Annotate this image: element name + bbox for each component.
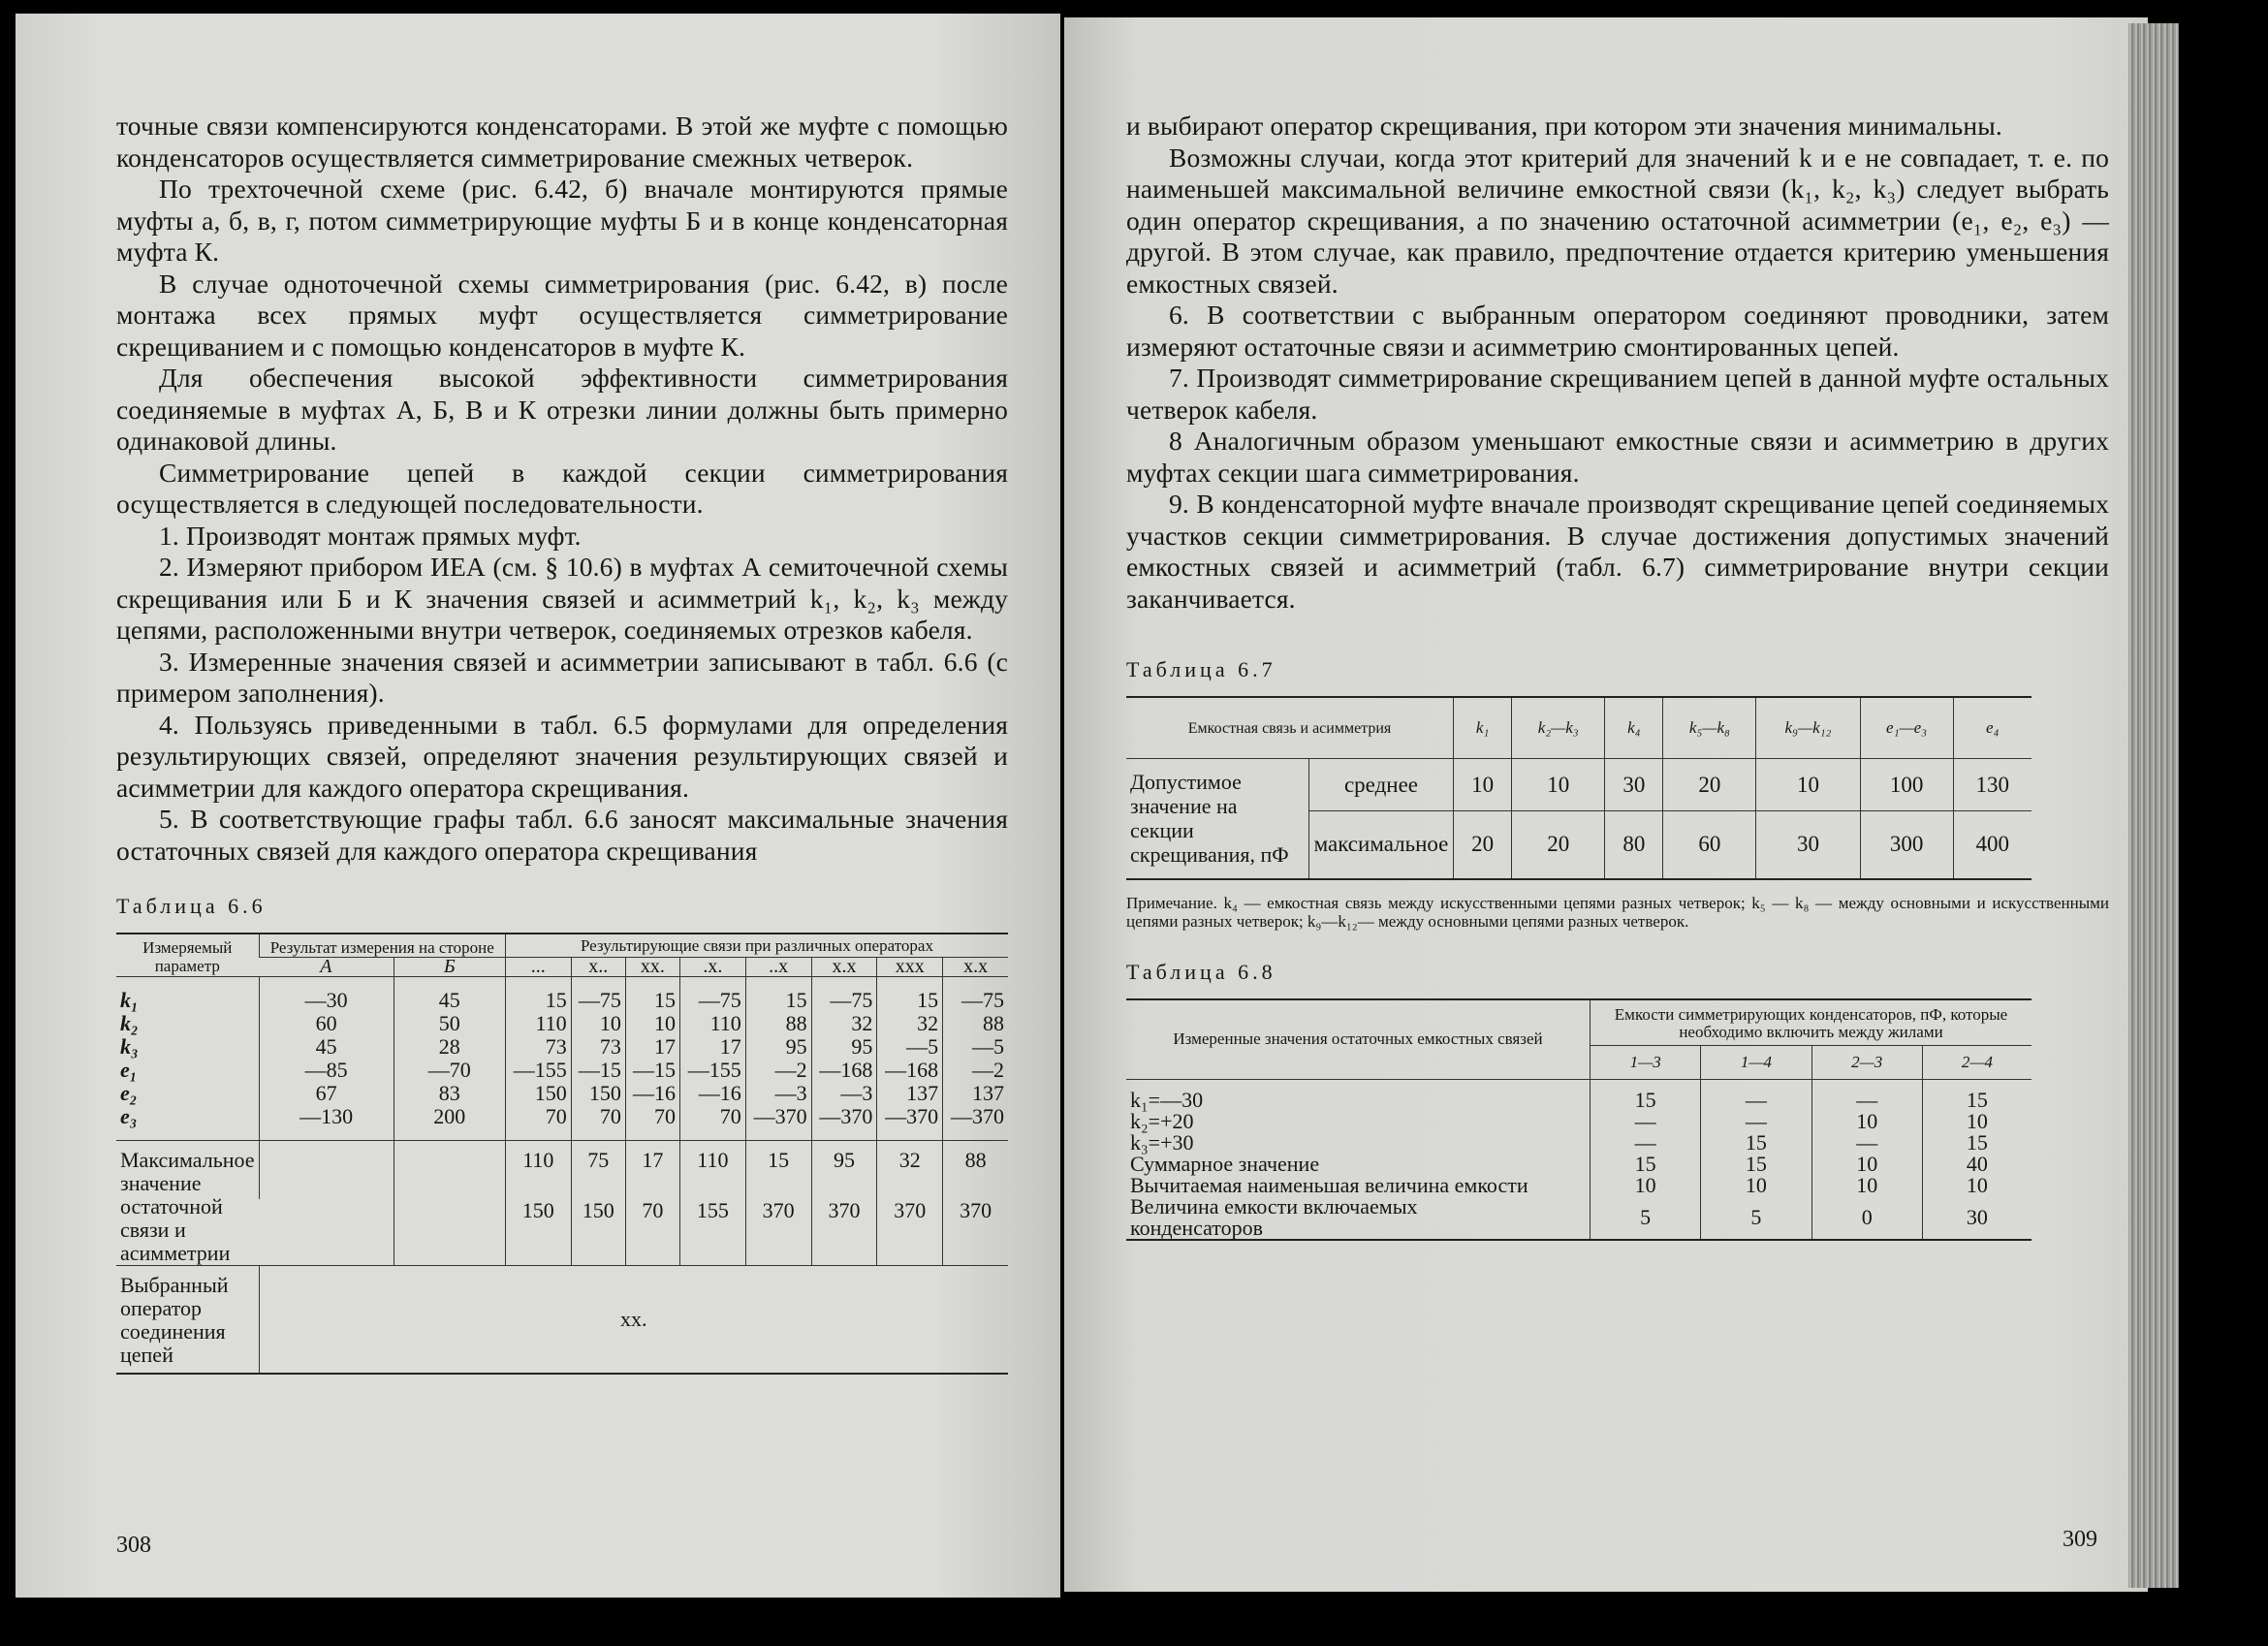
max-e-cell: 155 bbox=[679, 1199, 745, 1265]
result-cell: 70 bbox=[625, 1105, 679, 1141]
max-cell: 400 bbox=[1953, 811, 2032, 879]
right-page bbox=[1064, 17, 2148, 1592]
paragraph: В случае одноточечной схемы симметрирования (рис. 6.42, в) после монтажа всех прямых муфт осуществляется симметрирование скрещиванием и с помощью конденсаторов в муфте К. bbox=[116, 268, 1008, 362]
max-e-cell: 370 bbox=[877, 1199, 943, 1265]
side-b-cell: —70 bbox=[394, 1059, 505, 1082]
max-e-cell: 70 bbox=[625, 1199, 679, 1265]
table-row bbox=[116, 1105, 1008, 1141]
side-a-cell: —30 bbox=[259, 977, 394, 1013]
result-cell: 88 bbox=[745, 1012, 811, 1035]
avg-cell: 130 bbox=[1953, 759, 2032, 811]
chosen-label: Выбранный оператор соединения цепей bbox=[116, 1266, 259, 1375]
blank-cell bbox=[394, 1199, 505, 1265]
row-label: Допустимое значение на секции скрещивания, пФ bbox=[1130, 770, 1289, 868]
param-cell: e₁ bbox=[120, 1058, 138, 1082]
table-row bbox=[116, 1082, 1008, 1105]
side-col-header: Б bbox=[394, 958, 505, 977]
value-cell: 15 bbox=[1701, 1154, 1811, 1175]
max-e-cell: 150 bbox=[571, 1199, 625, 1265]
avg-cell: 10 bbox=[1512, 759, 1605, 811]
max-k-cell: 88 bbox=[943, 1141, 1008, 1200]
paragraph: 1. Производят монтаж прямых муфт. bbox=[159, 520, 582, 551]
param-cell: k₁ bbox=[120, 988, 139, 1012]
paragraph: Возможны случаи, когда этот критерий для значений k и e не совпадает, т. е. по наименьшей максимальной величине емкостной связи (k₁, k₂, k₃) следует выбрать один оператор скрещивания, а по значению остаточной асимметрии (e₁, e₂, e₃) — другой. В этом случае, как правило, предпочтение отдается критерию уменьшения емкостных связей. bbox=[1126, 142, 2109, 299]
col-header: k₄ bbox=[1605, 697, 1663, 759]
table-6-6-caption: Таблица 6.6 bbox=[116, 894, 267, 918]
table-6-8-caption: Таблица 6.8 bbox=[1126, 959, 1276, 984]
result-cell: —2 bbox=[943, 1059, 1008, 1082]
col-header: k₅—k₈ bbox=[1663, 697, 1756, 759]
max-cell: 20 bbox=[1454, 811, 1512, 879]
result-cell: —5 bbox=[943, 1035, 1008, 1059]
value-cell: 5 bbox=[1701, 1196, 1811, 1240]
result-cell: 32 bbox=[811, 1012, 877, 1035]
operator-header: .х. bbox=[679, 958, 745, 977]
result-cell: —75 bbox=[943, 977, 1008, 1013]
col-header: e₄ bbox=[1953, 697, 2032, 759]
value-cell: — bbox=[1701, 1079, 1811, 1111]
result-cell: —370 bbox=[943, 1105, 1008, 1141]
header-capacitors: Емкости симметрирующих конденсаторов, пФ, которые необходимо включить между жилами bbox=[1591, 999, 2032, 1046]
result-cell: —155 bbox=[505, 1059, 571, 1082]
side-b-cell: 200 bbox=[394, 1105, 505, 1141]
page-number: 308 bbox=[116, 1533, 151, 1558]
paragraph: Для обеспечения высокой эффективности симметрирования соединяемые в муфтах А, Б, В и К отрезки линии должны быть примерно одинаковой длины. bbox=[116, 363, 1008, 456]
header-result: Результат измерения на стороне bbox=[259, 934, 505, 958]
value-cell: 30 bbox=[1922, 1196, 2032, 1240]
avg-cell: 10 bbox=[1454, 759, 1512, 811]
max-cell: 60 bbox=[1663, 811, 1756, 879]
result-cell: 73 bbox=[571, 1035, 625, 1059]
operator-header: хх. bbox=[625, 958, 679, 977]
side-b-cell: 45 bbox=[394, 977, 505, 1013]
result-cell: 73 bbox=[505, 1035, 571, 1059]
row-label: k₃=+30 bbox=[1130, 1129, 1194, 1155]
result-cell: 137 bbox=[943, 1082, 1008, 1105]
max-k-cell: 17 bbox=[625, 1141, 679, 1200]
result-cell: 95 bbox=[745, 1035, 811, 1059]
result-cell: 150 bbox=[571, 1082, 625, 1105]
value-cell: — bbox=[1591, 1132, 1701, 1154]
result-cell: 110 bbox=[505, 1012, 571, 1035]
result-cell: 17 bbox=[625, 1035, 679, 1059]
operator-header: ххх bbox=[877, 958, 943, 977]
result-cell: —370 bbox=[877, 1105, 943, 1141]
value-cell: — bbox=[1591, 1111, 1701, 1132]
result-cell: 110 bbox=[679, 1012, 745, 1035]
value-cell: 15 bbox=[1922, 1132, 2032, 1154]
value-cell: — bbox=[1811, 1132, 1922, 1154]
max-label: Максимальное значение остаточной связи и асимметрии bbox=[116, 1141, 259, 1266]
avg-cell: 10 bbox=[1756, 759, 1860, 811]
side-col-header: А bbox=[259, 958, 394, 977]
max-k-cell: 32 bbox=[877, 1141, 943, 1200]
row-label: Суммарное значение bbox=[1130, 1151, 1320, 1176]
result-cell: 88 bbox=[943, 1012, 1008, 1035]
max-k-cell: 110 bbox=[679, 1141, 745, 1200]
result-cell: 15 bbox=[877, 977, 943, 1013]
value-cell: 10 bbox=[1811, 1154, 1922, 1175]
max-label: максимальное bbox=[1309, 811, 1454, 879]
table-6-8 bbox=[1126, 998, 2032, 1241]
left-page bbox=[16, 14, 1060, 1598]
value-cell: 15 bbox=[1922, 1079, 2032, 1111]
row-label: Величина емкости включаемых конденсаторов bbox=[1130, 1193, 1418, 1240]
max-k-cell: 95 bbox=[811, 1141, 877, 1200]
side-a-cell: —130 bbox=[259, 1105, 394, 1141]
result-cell: 95 bbox=[811, 1035, 877, 1059]
paragraph: Симметрирование цепей в каждой секции симметрирования осуществляется в следующей последовательности. bbox=[116, 457, 1008, 519]
paragraph: точные связи компенсируются конденсаторами. В этой же муфте с помощью конденсаторов осуществляется симметрирование смежных четверок. bbox=[116, 111, 1008, 173]
result-cell: —15 bbox=[625, 1059, 679, 1082]
paragraph: 8 Аналогичным образом уменьшают емкостные связи и асимметрию в других муфтах секции шага симметрирования. bbox=[1126, 426, 2109, 488]
result-cell: —16 bbox=[625, 1082, 679, 1105]
result-cell: —75 bbox=[571, 977, 625, 1013]
value-cell: 10 bbox=[1701, 1175, 1811, 1196]
param-cell: k₂ bbox=[120, 1011, 139, 1035]
max-e-cell: 370 bbox=[811, 1199, 877, 1265]
result-cell: —16 bbox=[679, 1082, 745, 1105]
paragraph: 3. Измеренные значения связей и асимметрии записывают в табл. 6.6 (с примером заполнения). bbox=[116, 646, 1008, 708]
result-cell: —75 bbox=[811, 977, 877, 1013]
max-cell: 30 bbox=[1756, 811, 1860, 879]
operator-header: х.х bbox=[811, 958, 877, 977]
row-label: Вычитаемая наименьшая величина емкости bbox=[1130, 1172, 1528, 1197]
result-cell: —2 bbox=[745, 1059, 811, 1082]
header-label: Емкостная связь и асимметрия bbox=[1126, 697, 1454, 759]
operator-header: ..х bbox=[745, 958, 811, 977]
table-6-7-note: Примечание. k₄ — емкостная связь между искусственными цепями разных четверок; k₅ — k₈ — между основными и искусственными цепями разных четверок; k₉—k₁₂— между основными цепями разных четверок. bbox=[1126, 893, 2109, 931]
table-row bbox=[116, 1035, 1008, 1059]
operator-header: х.. bbox=[571, 958, 625, 977]
side-a-cell: 67 bbox=[259, 1082, 394, 1105]
table-row bbox=[116, 977, 1008, 1013]
col-header: k₂—k₃ bbox=[1512, 697, 1605, 759]
result-cell: —155 bbox=[679, 1059, 745, 1082]
paragraph: 9. В конденсаторной муфте вначале производят скрещивание цепей соединяемых участков секции симметрирования. В случае достижения допустимых значений емкостных связей и асимметрий (табл. 6.7) симметрирование внутри секции заканчивается. bbox=[1126, 489, 2109, 614]
col-header: 2—4 bbox=[1922, 1045, 2032, 1079]
table-6-6 bbox=[116, 933, 1008, 1375]
result-cell: 15 bbox=[505, 977, 571, 1013]
result-cell: —370 bbox=[745, 1105, 811, 1141]
result-cell: 137 bbox=[877, 1082, 943, 1105]
col-header: 1—3 bbox=[1591, 1045, 1701, 1079]
table-6-7-caption: Таблица 6.7 bbox=[1126, 657, 1276, 681]
table-row bbox=[1126, 1132, 2032, 1154]
table-6-7 bbox=[1126, 696, 2032, 880]
blank-cell bbox=[259, 1199, 394, 1265]
chosen-value: хх. bbox=[259, 1266, 1008, 1375]
paragraph: 6. В соответствии с выбранным оператором соединяют проводники, затем измеряют остаточные связи и асимметрию смонтированных цепей. bbox=[1126, 300, 2109, 362]
value-cell: — bbox=[1701, 1111, 1811, 1132]
result-cell: 15 bbox=[625, 977, 679, 1013]
param-cell: k₃ bbox=[120, 1034, 139, 1059]
param-cell: e₃ bbox=[120, 1104, 138, 1128]
value-cell: — bbox=[1811, 1079, 1922, 1111]
header-measured: Измеренные значения остаточных емкостных связей bbox=[1126, 999, 1591, 1080]
header-result-ops: Результирующие связи при различных операторах bbox=[505, 934, 1008, 958]
operator-header: ... bbox=[505, 958, 571, 977]
col-header: k₉—k₁₂ bbox=[1756, 697, 1860, 759]
col-header: k₁ bbox=[1454, 697, 1512, 759]
avg-cell: 100 bbox=[1860, 759, 1953, 811]
row-label: k₂=+20 bbox=[1130, 1108, 1194, 1133]
value-cell: 10 bbox=[1922, 1111, 2032, 1132]
max-e-cell: 370 bbox=[745, 1199, 811, 1265]
paragraph: 5. В соответствующие графы табл. 6.6 заносят максимальные значения остаточных связей для каждого оператора скрещивания bbox=[116, 804, 1008, 866]
result-cell: —370 bbox=[811, 1105, 877, 1141]
header-param: Измеряемый параметр bbox=[116, 934, 259, 977]
result-cell: 70 bbox=[679, 1105, 745, 1141]
side-a-cell: —85 bbox=[259, 1059, 394, 1082]
result-cell: —75 bbox=[679, 977, 745, 1013]
side-b-cell: 28 bbox=[394, 1035, 505, 1059]
table-row bbox=[1126, 1196, 2032, 1240]
result-cell: 150 bbox=[505, 1082, 571, 1105]
table-row bbox=[1126, 1079, 2032, 1111]
result-cell: —168 bbox=[877, 1059, 943, 1082]
result-cell: —3 bbox=[745, 1082, 811, 1105]
avg-cell: 30 bbox=[1605, 759, 1663, 811]
value-cell: 15 bbox=[1591, 1079, 1701, 1111]
value-cell: 10 bbox=[1591, 1175, 1701, 1196]
max-k-cell: 75 bbox=[571, 1141, 625, 1200]
max-cell: 80 bbox=[1605, 811, 1663, 879]
result-cell: 32 bbox=[877, 1012, 943, 1035]
table-row bbox=[1126, 1111, 2032, 1132]
table-row bbox=[116, 1059, 1008, 1082]
col-header: 2—3 bbox=[1811, 1045, 1922, 1079]
max-cell: 20 bbox=[1512, 811, 1605, 879]
row-label: k₁=—30 bbox=[1130, 1087, 1204, 1112]
col-header: 1—4 bbox=[1701, 1045, 1811, 1079]
max-e-cell: 150 bbox=[505, 1199, 571, 1265]
value-cell: 40 bbox=[1922, 1154, 2032, 1175]
value-cell: 0 bbox=[1811, 1196, 1922, 1240]
table-row bbox=[1126, 1175, 2032, 1196]
paragraph: и выбирают оператор скрещивания, при котором эти значения минимальны. bbox=[1126, 111, 2002, 141]
result-cell: —5 bbox=[877, 1035, 943, 1059]
result-cell: 10 bbox=[571, 1012, 625, 1035]
avg-cell: 20 bbox=[1663, 759, 1756, 811]
paragraph: 2. Измеряют прибором ИЕА (см. § 10.6) в муфтах А семиточечной схемы скрещивания или Б и К значения связей и асимметрий k₁, k₂, k₃ между цепями, расположенными внутри четверок, соединяемых отрезков кабеля. bbox=[116, 552, 1008, 645]
result-cell: 10 bbox=[625, 1012, 679, 1035]
value-cell: 10 bbox=[1922, 1175, 2032, 1196]
value-cell: 5 bbox=[1591, 1196, 1701, 1240]
side-b-cell: 83 bbox=[394, 1082, 505, 1105]
value-cell: 10 bbox=[1811, 1111, 1922, 1132]
page-number: 309 bbox=[2063, 1527, 2097, 1552]
paragraph: 4. Пользуясь приведенными в табл. 6.5 формулами для определения результирующих связей, определяют значения результирующих связей и асимметрии для каждого оператора скрещивания. bbox=[116, 709, 1008, 803]
value-cell: 15 bbox=[1701, 1132, 1811, 1154]
blank-cell bbox=[259, 1141, 394, 1200]
paragraph: 7. Производят симметрирование скрещиванием цепей в данной муфте остальных четверок кабеля. bbox=[1126, 363, 2109, 425]
max-k-cell: 110 bbox=[505, 1141, 571, 1200]
side-a-cell: 45 bbox=[259, 1035, 394, 1059]
side-b-cell: 50 bbox=[394, 1012, 505, 1035]
result-cell: 70 bbox=[571, 1105, 625, 1141]
result-cell: 17 bbox=[679, 1035, 745, 1059]
max-cell: 300 bbox=[1860, 811, 1953, 879]
param-cell: e₂ bbox=[120, 1081, 138, 1105]
value-cell: 15 bbox=[1591, 1154, 1701, 1175]
value-cell: 10 bbox=[1811, 1175, 1922, 1196]
result-cell: —3 bbox=[811, 1082, 877, 1105]
max-k-cell: 15 bbox=[745, 1141, 811, 1200]
avg-label: среднее bbox=[1309, 759, 1454, 811]
result-cell: —15 bbox=[571, 1059, 625, 1082]
side-a-cell: 60 bbox=[259, 1012, 394, 1035]
result-cell: 15 bbox=[745, 977, 811, 1013]
max-e-cell: 370 bbox=[943, 1199, 1008, 1265]
result-cell: 70 bbox=[505, 1105, 571, 1141]
table-row bbox=[1126, 1154, 2032, 1175]
page-edges bbox=[2128, 23, 2179, 1588]
operator-header: х.х bbox=[943, 958, 1008, 977]
blank-cell bbox=[394, 1141, 505, 1200]
paragraph: По трехточечной схеме (рис. 6.42, б) вначале монтируются прямые муфты а, б, в, г, потом симметрирующие муфты Б и в конце конденсаторная муфта К. bbox=[116, 174, 1008, 267]
result-cell: —168 bbox=[811, 1059, 877, 1082]
col-header: e₁—e₃ bbox=[1860, 697, 1953, 759]
table-row bbox=[116, 1012, 1008, 1035]
